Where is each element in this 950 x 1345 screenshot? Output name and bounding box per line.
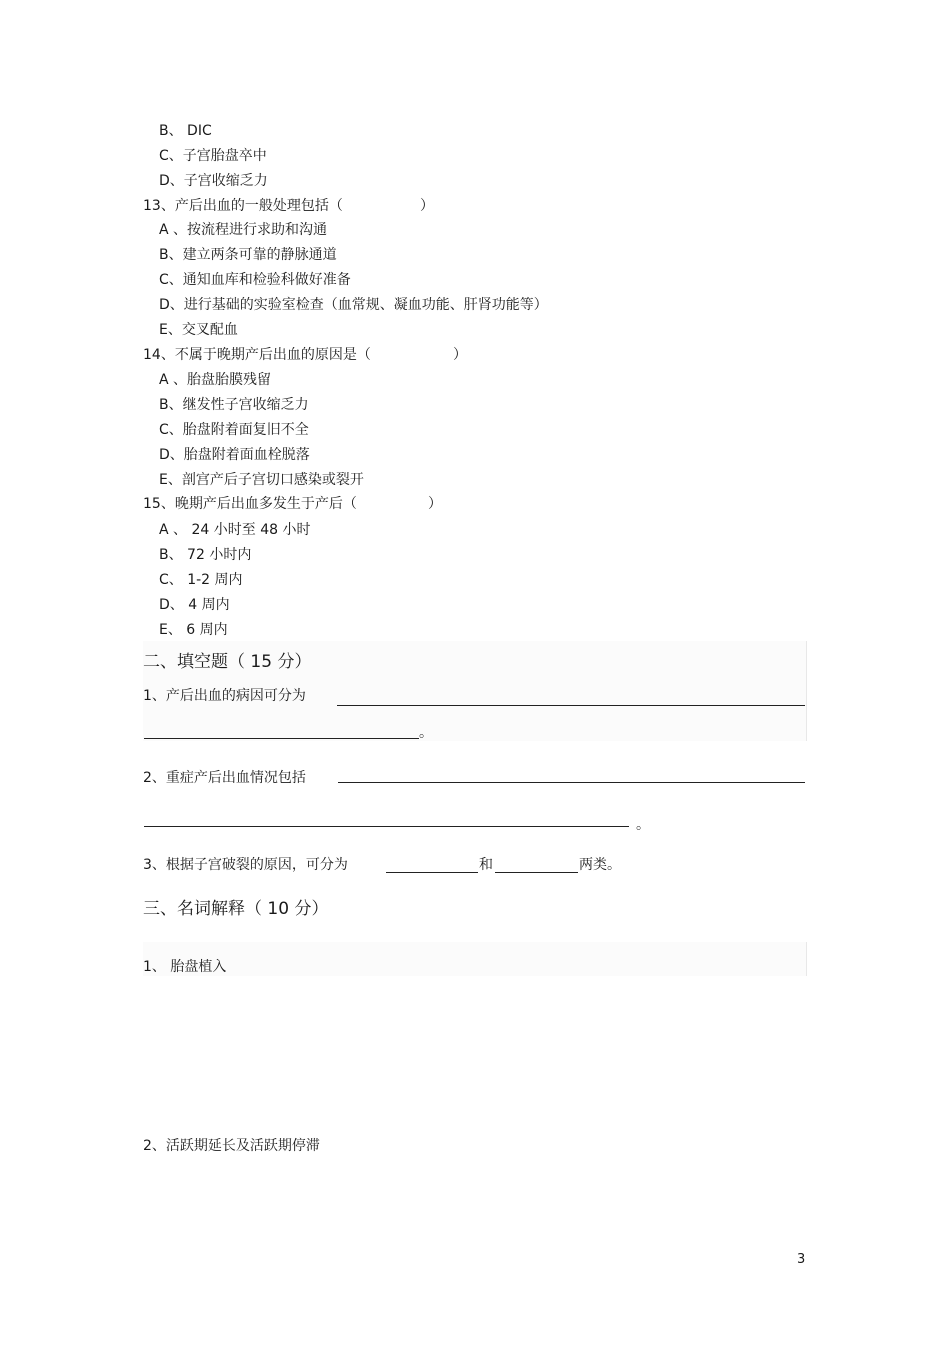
q14-option-c: C、胎盘附着面复旧不全 xyxy=(159,422,309,438)
fill-2-prompt: 2、重症产后出血情况包括 xyxy=(143,770,306,786)
fill-2-blank-b[interactable] xyxy=(144,826,629,827)
q14-option-a: A 、胎盘胎膜残留 xyxy=(159,372,272,388)
q13-option-d: D、进行基础的实验室检查（血常规、凝血功能、肝肾功能等） xyxy=(159,297,548,313)
fill-1-period: 。 xyxy=(419,725,433,741)
fill-3-blank-a[interactable] xyxy=(386,872,478,873)
fill-2-blank-a[interactable] xyxy=(338,782,805,783)
section-2-heading: 二、填空题（ 15 分） xyxy=(143,652,312,672)
term-2: 2、活跃期延长及活跃期停滞 xyxy=(143,1138,320,1154)
q15-close-paren: ） xyxy=(428,496,442,512)
q15-option-c: C、 1-2 周内 xyxy=(159,572,243,588)
fill-3-prompt: 3、根据子宫破裂的原因，可分为 xyxy=(143,857,348,873)
fill-1-blank-b[interactable] xyxy=(144,738,419,739)
q14-option-d: D、胎盘附着面血栓脱落 xyxy=(159,447,310,463)
q15-stem: 15、晚期产后出血多发生于产后（ xyxy=(143,496,357,512)
term-box xyxy=(143,942,806,976)
page-number: 3 xyxy=(797,1252,806,1267)
q15-option-b: B、 72 小时内 xyxy=(159,547,252,563)
q14-stem: 14、不属于晚期产后出血的原因是（ xyxy=(143,347,371,363)
q15-option-a: A 、 24 小时至 48 小时 xyxy=(159,522,311,538)
q15-option-e: E、 6 周内 xyxy=(159,622,228,638)
fill-3-blank-b[interactable] xyxy=(495,872,578,873)
q13-close-paren: ） xyxy=(420,198,434,214)
q14-option-e: E、剖宫产后子宫切口感染或裂开 xyxy=(159,472,364,488)
q13-option-a: A 、按流程进行求助和沟通 xyxy=(159,222,328,238)
term-1: 1、 胎盘植入 xyxy=(143,959,227,975)
section-3-heading: 三、名词解释（ 10 分） xyxy=(143,899,329,919)
q13-stem: 13、产后出血的一般处理包括（ xyxy=(143,198,343,214)
q13-option-c: C、通知血库和检验科做好准备 xyxy=(159,272,351,288)
q15-option-d: D、 4 周内 xyxy=(159,597,230,613)
fill-3-and: 和 xyxy=(479,857,493,873)
q13-option-e: E、交叉配血 xyxy=(159,322,238,338)
fill-3-end: 两类。 xyxy=(579,857,621,873)
fill-box-right-border xyxy=(806,641,807,741)
q12-option-b: B、 DIC xyxy=(159,123,212,139)
q13-option-b: B、建立两条可靠的静脉通道 xyxy=(159,247,337,263)
term-box-right-border xyxy=(806,942,807,976)
q14-close-paren: ） xyxy=(453,347,467,363)
fill-2-period: 。 xyxy=(636,817,650,833)
q12-option-d: D、子宫收缩乏力 xyxy=(159,173,268,189)
q12-option-c: C、子宫胎盘卒中 xyxy=(159,148,267,164)
q14-option-b: B、继发性子宫收缩乏力 xyxy=(159,397,309,413)
fill-1-blank-a[interactable] xyxy=(337,705,805,706)
fill-1-prompt: 1、产后出血的病因可分为 xyxy=(143,688,306,704)
